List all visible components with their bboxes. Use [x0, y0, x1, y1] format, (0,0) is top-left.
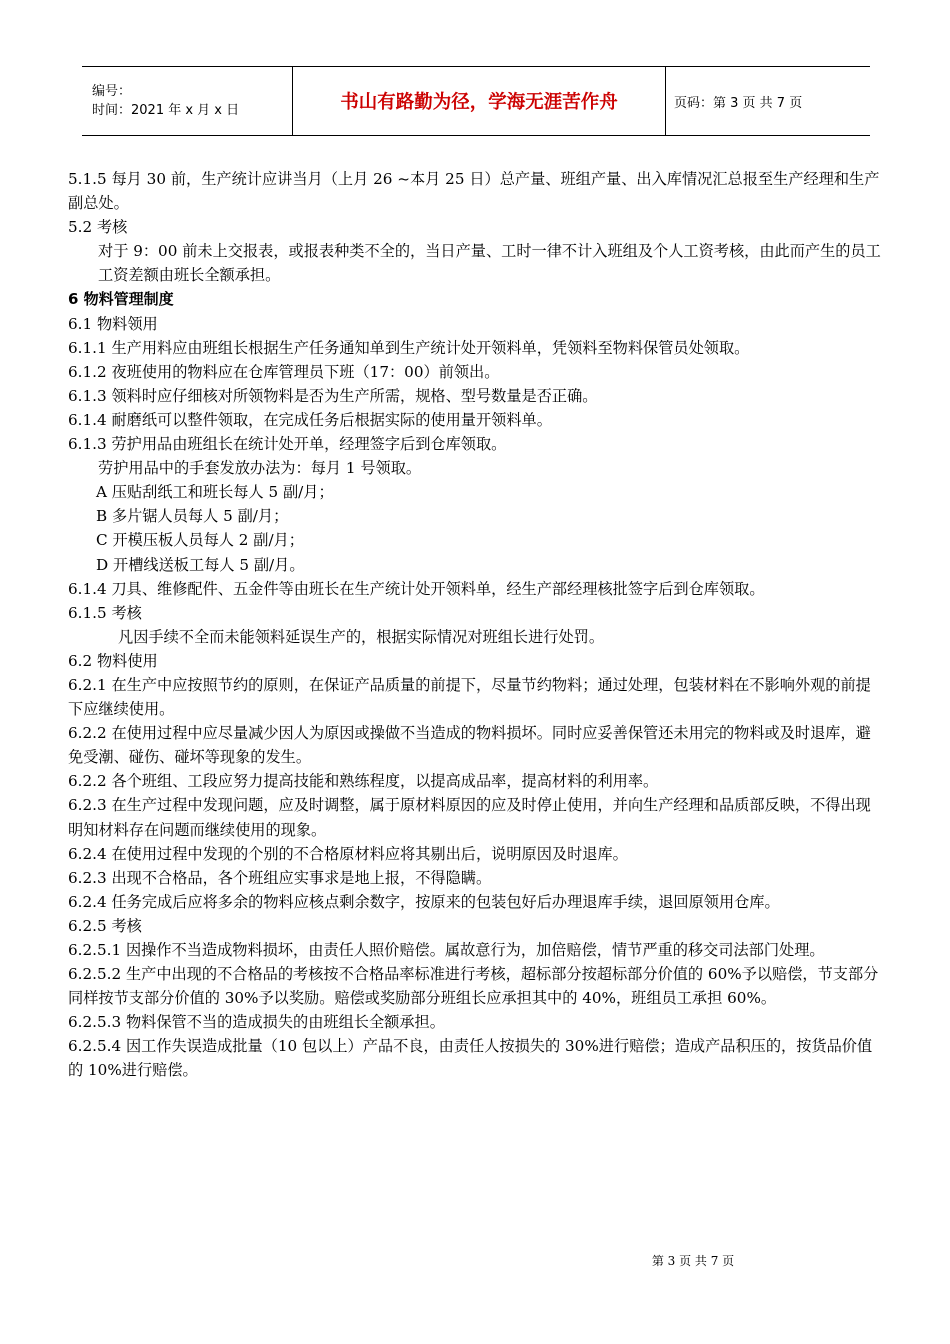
paragraph: 5.1.5 每月 30 前，生产统计应讲当月（上月 26 ~本月 25 日）总产量、班组产量、出入库情况汇总报至生产经理和生产副总处。 — [68, 170, 880, 213]
paragraph: 6.1.4 耐磨纸可以整件领取，在完成任务后根据实际的使用量开领料单。 — [68, 410, 552, 429]
paragraph: 6.2.4 任务完成后应将多余的物料应核点剩余数字，按原来的包装包好后办理退库手续，退回原领用仓库。 — [68, 892, 780, 911]
chapter-heading: 6 物料管理制度 — [68, 290, 174, 309]
footer-page-number: 第 3 页 共 7 页 — [651, 1254, 735, 1268]
list-item: D 开槽线送板工每人 5 副/月。 — [96, 555, 305, 574]
section-heading: 6.1.5 考核 — [68, 603, 142, 622]
header-meta — [82, 67, 293, 136]
paragraph: 6.1.2 夜班使用的物料应在仓库管理员下班（17：00）前领出。 — [68, 362, 500, 381]
paragraph: 劳护用品中的手套发放办法为：每月 1 号领取。 — [98, 459, 422, 478]
paragraph: 对于 9：00 前未上交报表，或报表种类不全的，当日产量、工时一律不计入班组及个人工资考核，由此而产生的员工工资差额由班长全额承担。 — [98, 242, 881, 285]
section-heading: 6.2.5 考核 — [68, 916, 142, 935]
paragraph: 6.2.5.4 因工作失误造成批量（10 包以上）产品不良，由责任人按损失的 30%进行赔偿；造成产品积压的，按货品价值的 10%进行赔偿。 — [68, 1037, 873, 1080]
document-header — [82, 66, 870, 136]
list-item: B 多片锯人员每人 5 副/月； — [96, 507, 289, 526]
paragraph: 6.2.5.2 生产中出现的不合格品的考核按不合格品率标准进行考核，超标部分按超标部分价值的 60%予以赔偿，节支部分同样按节支部分价值的 30%予以奖励。赔偿或奖励部分班组长应承担其中的 40%，班组员工承担 60%。 — [68, 965, 879, 1008]
section-heading: 6.2 物料使用 — [68, 651, 158, 670]
list-item: A 压贴刮纸工和班长每人 5 副/月； — [96, 483, 334, 502]
paragraph: 6.2.5.3 物料保管不当的造成损失的由班组长全额承担。 — [68, 1013, 445, 1032]
list-item: C 开模压板人员每人 2 副/月； — [96, 531, 304, 550]
page-footer — [0, 1252, 950, 1269]
paragraph: 6.2.5.1 因操作不当造成物料损坏，由责任人照价赔偿。属故意行为，加倍赔偿，情节严重的移交司法部门处理。 — [68, 941, 825, 959]
paragraph: 6.2.3 出现不合格品，各个班组应实事求是地上报，不得隐瞒。 — [68, 868, 492, 887]
section-heading: 5.2 考核 — [68, 218, 128, 237]
paragraph: 6.1.4 刀具、维修配件、五金件等由班长在生产统计处开领料单，经生产部经理核批签字后到仓库领取。 — [68, 579, 765, 598]
paragraph: 6.2.1 在生产中应按照节约的原则，在保证产品质量的前提下，尽量节约物料；通过处理，包装材料在不影响外观的前提下应继续使用。 — [68, 675, 871, 719]
paragraph: 6.2.4 在使用过程中发现的个别的不合格原材料应将其剔出后，说明原因及时退库。 — [68, 844, 628, 863]
header-page-info: 页码：第 3 页 共 7 页 — [674, 95, 803, 111]
paragraph: 6.1.3 劳护用品由班组长在统计处开单，经理签字后到仓库领取。 — [68, 435, 507, 454]
paragraph: 6.2.3 在生产过程中发现问题，应及时调整，属于原材料原因的应及时停止使用，并向生产经理和品质部反映，不得出现明知材料存在问题而继续使用的现象。 — [68, 796, 871, 839]
document-date: 时间：2021 年 x 月 x 日 — [92, 103, 240, 118]
paragraph: 6.2.2 各个班组、工段应努力提高技能和熟练程度，以提高成品率，提高材料的利用率。 — [68, 772, 659, 791]
paragraph: 6.1.1 生产用料应由班组长根据生产任务通知单到生产统计处开领料单，凭领料至物料保管员处领取。 — [68, 338, 750, 357]
section-heading: 6.1 物料领用 — [68, 314, 158, 333]
document-number-label: 编号： — [92, 84, 132, 99]
paragraph: 凡因手续不全而未能领料延误生产的，根据实际情况对班组长进行处罚。 — [118, 627, 604, 646]
paragraph: 6.2.2 在使用过程中应尽量减少因人为原因或操做不当造成的物料损坏。同时应妥善保管还未用完的物料或及时退库，避免受潮、碰伤、碰坏等现象的发生。 — [68, 724, 871, 767]
paragraph: 6.1.3 领料时应仔细核对所领物料是否为生产所需，规格、型号数量是否正确。 — [68, 386, 598, 405]
header-motto: 书山有路勤为径，学海无涯苦作舟 — [293, 67, 666, 136]
document-body — [68, 167, 884, 1083]
